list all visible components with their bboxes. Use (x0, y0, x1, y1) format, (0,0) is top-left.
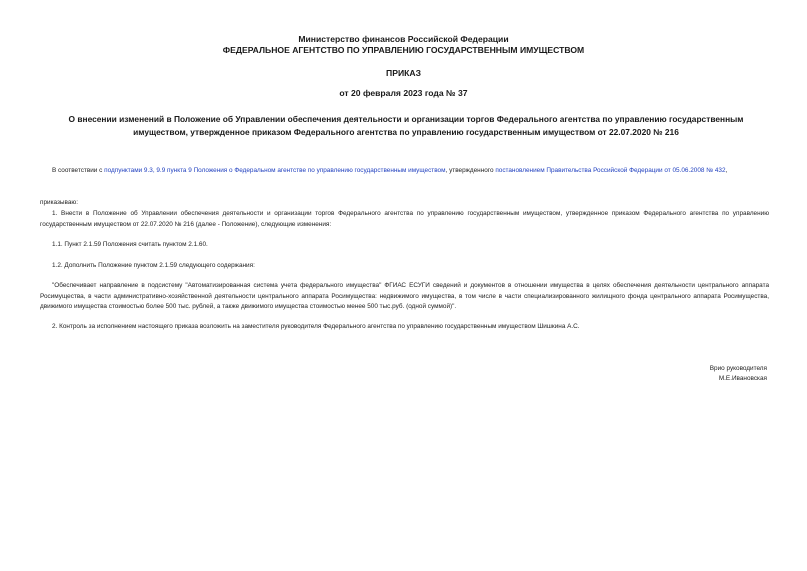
link-government-decree[interactable]: постановлением Правительства Российской Федерации от 05.06.2008 № 432 (495, 167, 726, 174)
preamble (40, 166, 769, 177)
link-regulation-points[interactable]: подпунктами 9.3, 9.9 пункта 9 Положения о Федеральном агентстве по управлению государственным имуществом (104, 167, 446, 174)
item-2: 2. Контроль за исполнением настоящего приказа возложить на заместителя руководителя Федерального агентства по управлению государственным имуществом Шишкина А.С. (52, 323, 580, 330)
doc-type: ПРИКАЗ (386, 68, 421, 78)
doc-date-number: от 20 февраля 2023 года № 37 (339, 88, 468, 98)
item-1-2: 1.2. Дополнить Положение пунктом 2.1.59 следующего содержания: (52, 262, 255, 269)
preamble-prefix: В соответствии с (52, 167, 105, 174)
signature-name: М.Е.Ивановская (718, 375, 767, 382)
agency-name: ФЕДЕРАЛЬНОЕ АГЕНТСТВО ПО УПРАВЛЕНИЮ ГОСУДАРСТВЕННЫМ ИМУЩЕСТВОМ (222, 45, 585, 55)
preamble-middle: , утвержденного (445, 167, 496, 174)
doc-title: О внесении изменений в Положение об Управлении обеспечения деятельности и организации торгов Федерального агентства по управлению государственным имуществом, утвержденное приказом Федерального агентства по управлению государственным имуществом от 22.07.2020 № 216 (68, 114, 744, 137)
preamble-suffix: , (725, 167, 728, 174)
item-1: 1. Внести в Положение об Управлении обеспечения деятельности и организации торгов Федерального агентства по управлению государственным имуществом, утвержденное приказом Федерального агентства по управлению государственным имуществом от 22.07.2020 № 216 (далее - Положение), следующие изменения: (40, 210, 769, 228)
signature-position: Врио руководителя (709, 365, 767, 372)
item-1-1: 1.1. Пункт 2.1.59 Положения считать пунктом 2.1.60. (52, 241, 208, 248)
ministry-name: Министерство финансов Российской Федерации (298, 34, 509, 44)
order-word: приказываю: (40, 199, 78, 206)
item-1-2-quote: "Обеспечивает направление в подсистему "Автоматизированная система учета федерального имущества" ФГИАС ЕСУГИ сведений и документов в отношении имущества в целях обеспечения деятельности центрального аппарата Росимущества, в части административно-хозяйственной деятельности центрального аппарата Росимущества: недвижимого имущества, в том числе в части специализированного жилищного фонда центрального аппарата Росимущества, движимого имущества стоимостью более 500 тыс. рублей, а также движимого имущества стоимостью менее 500 тыс.руб. (одной суммой)". (40, 282, 769, 310)
